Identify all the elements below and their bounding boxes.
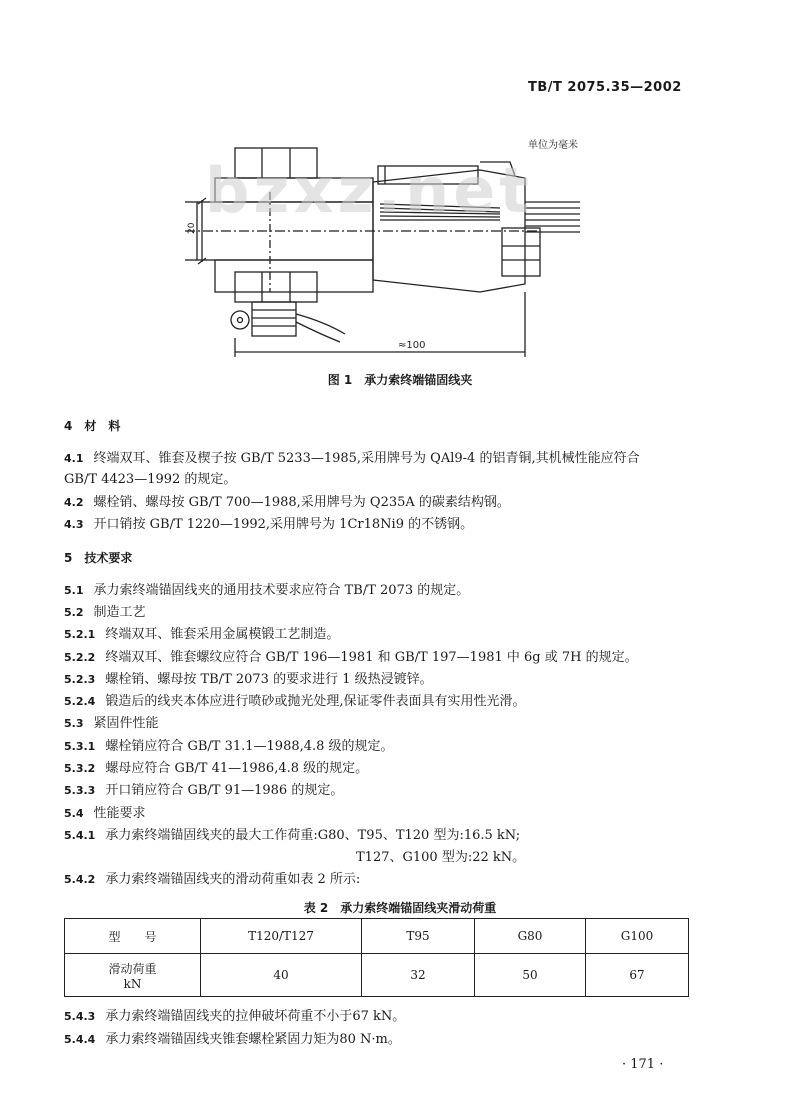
clause-5-1 xyxy=(64,583,469,599)
clause-text: 承力索终端锚固线夹的滑动荷重如表 2 所示: xyxy=(105,872,361,887)
clause-4-1 xyxy=(64,451,640,467)
clause-4-2 xyxy=(64,495,510,511)
value-cell: 67 xyxy=(586,954,689,997)
clause-5-2 xyxy=(64,605,146,621)
column-header: G80 xyxy=(475,919,586,954)
table-row xyxy=(65,954,689,997)
clause-text: 终端双耳、锥套螺纹应符合 GB/T 196—1981 和 GB/T 197—1981 中 6g 或 7H 的规定。 xyxy=(105,650,638,665)
bolt-end xyxy=(252,302,296,336)
clause-text: 终端双耳、锥套采用金属模锻工艺制造。 xyxy=(105,627,340,642)
clause-number: 5.2 xyxy=(64,606,84,619)
clause-text: 紧固件性能 xyxy=(93,716,159,731)
unit-note: 单位为毫米 xyxy=(528,140,578,151)
clause-number: 5.3.2 xyxy=(64,762,96,775)
clause-number: 5.2.4 xyxy=(64,695,96,708)
clause-number: 5.3.3 xyxy=(64,784,96,797)
clause-5-3-1 xyxy=(64,739,394,755)
clause-text: 锻造后的线夹本体应进行喷砂或抛光处理,保证零件表面具有实用性光滑。 xyxy=(105,694,526,709)
clause-4-1-cont xyxy=(64,472,236,488)
clause-number: 5.3.1 xyxy=(64,740,96,753)
clause-text: 性能要求 xyxy=(93,806,146,821)
column-header: T95 xyxy=(362,919,475,954)
clause-5-2-3 xyxy=(64,672,433,688)
clause-text: T127、G100 型为:22 kN。 xyxy=(356,850,526,865)
clause-5-4-2 xyxy=(64,872,360,888)
clause-text: 承力索终端锚固线夹的拉伸破坏荷重不小于67 kN。 xyxy=(105,1009,406,1024)
sleeve-nut xyxy=(502,228,540,276)
clause-5-4-1 xyxy=(64,828,520,844)
table-header-row xyxy=(65,919,689,954)
clause-5-2-4 xyxy=(64,694,525,710)
value-cell: 32 xyxy=(362,954,475,997)
clause-number: 4.2 xyxy=(64,496,84,509)
clamp-drawing xyxy=(180,142,580,367)
section-4-title: 4 材 料 xyxy=(64,419,121,433)
clause-5-4 xyxy=(64,806,146,822)
clause-number: 4.3 xyxy=(64,518,84,531)
bottom-nut xyxy=(235,272,317,302)
clause-text: GB/T 4423—1992 的规定。 xyxy=(64,472,237,487)
clause-text: 承力索终端锚固线夹的最大工作荷重:G80、T95、T120 型为:16.5 kN; xyxy=(105,828,521,843)
clause-number: 5.4.2 xyxy=(64,873,96,886)
clause-number: 5.4.4 xyxy=(64,1033,96,1046)
column-header: G100 xyxy=(586,919,689,954)
clause-number: 5.4 xyxy=(64,807,84,820)
clause-text: 终端双耳、锥套及楔子按 GB/T 5233—1985,采用牌号为 QAl9-4 的铝青铜,其机械性能应符合 xyxy=(93,451,640,466)
clause-text: 承力索终端锚固线夹锥套螺栓紧固力矩为80 N·m。 xyxy=(105,1032,401,1047)
clause-text: 开口销应符合 GB/T 91—1986 的规定。 xyxy=(105,783,344,798)
section-5-title: 5 技术要求 xyxy=(64,551,133,565)
clause-text: 螺栓销、螺母按 TB/T 2073 的要求进行 1 级热浸镀锌。 xyxy=(105,672,433,687)
clause-text: 螺栓销应符合 GB/T 31.1—1988,4.8 级的规定。 xyxy=(105,739,394,754)
clause-number: 5.1 xyxy=(64,584,84,597)
clause-5-4-4 xyxy=(64,1032,401,1048)
row-label-line2: kN xyxy=(123,976,142,991)
table-caption: 表 2 承力索终端锚固线夹滑动荷重 xyxy=(303,901,497,915)
cotter-pin-ring xyxy=(231,311,249,329)
header-label-cell: 型 号 xyxy=(65,919,201,954)
clause-5-3 xyxy=(64,716,159,732)
value-cell: 50 xyxy=(475,954,586,997)
standard-code: TB/T 2075.35—2002 xyxy=(528,80,682,95)
clause-number: 5.2.2 xyxy=(64,651,96,664)
clause-5-3-3 xyxy=(64,783,343,799)
clause-5-2-1 xyxy=(64,627,339,643)
watermark: bzxz.net xyxy=(205,154,533,227)
page-number: · 171 · xyxy=(622,1057,664,1072)
clause-5-4-3 xyxy=(64,1009,405,1025)
clause-number: 5.4.3 xyxy=(64,1010,96,1023)
clause-text: 螺栓销、螺母按 GB/T 700—1988,采用牌号为 Q235A 的碳素结构钢。 xyxy=(93,495,510,510)
clause-5-4-1-cont xyxy=(356,850,525,866)
column-header: T120/T127 xyxy=(201,919,362,954)
clause-text: 承力索终端锚固线夹的通用技术要求应符合 TB/T 2073 的规定。 xyxy=(93,583,470,598)
row-label-cell xyxy=(65,954,201,997)
dim-length-label: ≈100 xyxy=(398,340,426,351)
row-label-line1: 滑动荷重 xyxy=(108,961,157,976)
figure-caption: 图 1 承力索终端锚固线夹 xyxy=(327,373,473,387)
clause-number: 5.2.1 xyxy=(64,628,96,641)
clause-5-2-2 xyxy=(64,650,638,666)
sliding-load-table xyxy=(64,918,689,997)
clause-4-3 xyxy=(64,517,473,533)
clause-text: 螺母应符合 GB/T 41—1986,4.8 级的规定。 xyxy=(105,761,369,776)
clause-number: 5.4.1 xyxy=(64,829,96,842)
clause-5-3-2 xyxy=(64,761,368,777)
lower-lug xyxy=(215,260,373,292)
clause-number: 5.3 xyxy=(64,717,84,730)
clause-text: 制造工艺 xyxy=(93,605,146,620)
clause-number: 4.1 xyxy=(64,452,84,465)
clause-text: 开口销按 GB/T 1220—1992,采用牌号为 1Cr18Ni9 的不锈钢。 xyxy=(93,517,474,532)
value-cell: 40 xyxy=(201,954,362,997)
dim-height-label: 20 xyxy=(187,222,197,234)
clause-number: 5.2.3 xyxy=(64,673,96,686)
